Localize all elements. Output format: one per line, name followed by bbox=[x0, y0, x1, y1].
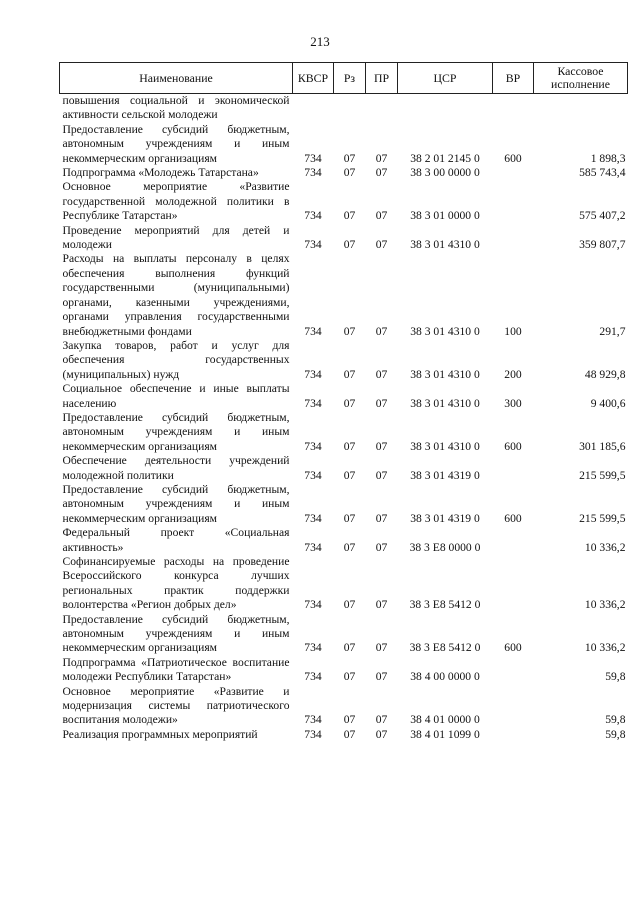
cell-vr bbox=[493, 94, 534, 123]
cell-vr bbox=[493, 180, 534, 223]
cell-name: Закупка товаров, работ и услуг для обеспечения государственных (муниципальных) нужд bbox=[62, 338, 290, 381]
table-row bbox=[60, 339, 628, 382]
cell-pr: 07 bbox=[375, 670, 388, 684]
cell-kvsr: 734 bbox=[304, 540, 322, 554]
cell-name: Предоставление субсидий бюджетным, автономным учреждениям и иным некоммерческим организациям bbox=[62, 122, 290, 165]
cell-name: повышения социальной и экономической активности сельской молодежи bbox=[62, 94, 290, 122]
cell-csr: 38 4 01 0000 0 bbox=[410, 713, 480, 727]
cell-name: Основное мероприятие «Развитие государственной молодежной политики в Республике Татарстан» bbox=[62, 180, 290, 223]
table-row bbox=[60, 728, 628, 742]
cell-csr: 38 3 01 4319 0 bbox=[410, 468, 480, 482]
budget-table-container bbox=[59, 62, 627, 742]
cell-vr bbox=[493, 526, 534, 555]
cell-name: Предоставление субсидий бюджетным, автономным учреждениям и иным некоммерческим организациям bbox=[62, 410, 290, 453]
table-row bbox=[60, 166, 628, 180]
cell-pr: 07 bbox=[375, 468, 388, 482]
cell-sum: 215 599,5 bbox=[579, 511, 626, 525]
cell-kvsr: 734 bbox=[304, 166, 322, 180]
cell-sum: 59,8 bbox=[605, 713, 626, 727]
table-row bbox=[60, 685, 628, 728]
cell-pr: 07 bbox=[375, 540, 388, 554]
cell-vr: 600 bbox=[504, 641, 522, 655]
cell-sum: 291,7 bbox=[599, 324, 626, 338]
cell-sum: 585 743,4 bbox=[579, 166, 626, 180]
cell-pr bbox=[366, 94, 398, 123]
budget-execution-table bbox=[59, 62, 628, 742]
cell-vr: 200 bbox=[504, 367, 522, 381]
cell-csr: 38 3 00 0000 0 bbox=[410, 166, 480, 180]
cell-rz: 07 bbox=[343, 396, 356, 410]
cell-csr: 38 4 00 0000 0 bbox=[410, 670, 480, 684]
table-row bbox=[60, 224, 628, 253]
cell-pr: 07 bbox=[375, 598, 388, 612]
cell-vr bbox=[493, 224, 534, 253]
cell-vr: 600 bbox=[504, 151, 522, 165]
cell-name: Подпрограмма «Патриотическое воспитание молодежи Республики Татарстан» bbox=[62, 655, 290, 684]
cell-name: Расходы на выплаты персоналу в целях обеспечения выполнения функций государственными (муниципальными) органами, казенными учреждениями, органами управления государственными внебюджетными фондами bbox=[62, 252, 290, 338]
header-row bbox=[60, 63, 628, 94]
cell-sum: 59,8 bbox=[605, 727, 626, 741]
cell-kvsr: 734 bbox=[304, 238, 322, 252]
cell-vr: 600 bbox=[504, 439, 522, 453]
cell-kvsr: 734 bbox=[304, 396, 322, 410]
cell-kvsr bbox=[293, 94, 334, 123]
cell-csr: 38 3 E8 5412 0 bbox=[409, 641, 481, 655]
cell-pr: 07 bbox=[375, 367, 388, 381]
cell-sum: 575 407,2 bbox=[579, 209, 626, 223]
table-row bbox=[60, 555, 628, 613]
cell-rz: 07 bbox=[343, 598, 356, 612]
cell-sum: 215 599,5 bbox=[579, 468, 626, 482]
table-row bbox=[60, 454, 628, 483]
cell-vr: 300 bbox=[504, 396, 522, 410]
cell-kvsr: 734 bbox=[304, 598, 322, 612]
cell-name: Федеральный проект «Социальная активность» bbox=[62, 526, 290, 554]
cell-pr: 07 bbox=[375, 209, 388, 223]
cell-rz: 07 bbox=[343, 713, 356, 727]
cell-kvsr: 734 bbox=[304, 439, 322, 453]
cell-vr: 100 bbox=[504, 324, 522, 338]
cell-rz: 07 bbox=[343, 727, 356, 741]
cell-name: Предоставление субсидий бюджетным, автономным учреждениям и иным некоммерческим организациям bbox=[62, 482, 290, 525]
cell-kvsr: 734 bbox=[304, 641, 322, 655]
cell-sum: 359 807,7 bbox=[579, 238, 626, 252]
cell-vr bbox=[493, 555, 534, 613]
header-csr: ЦСР bbox=[398, 63, 493, 94]
cell-csr: 38 3 01 4319 0 bbox=[410, 511, 480, 525]
header-vr: ВР bbox=[493, 63, 534, 94]
cell-rz: 07 bbox=[343, 238, 356, 252]
cell-kvsr: 734 bbox=[304, 727, 322, 741]
cell-sum: 48 929,8 bbox=[584, 367, 626, 381]
cell-rz bbox=[334, 94, 366, 123]
table-row bbox=[60, 382, 628, 411]
cell-csr: 38 3 E8 0000 0 bbox=[409, 540, 481, 554]
cell-name: Обеспечение деятельности учреждений молодежной политики bbox=[62, 454, 290, 482]
cell-kvsr: 734 bbox=[304, 324, 322, 338]
cell-csr: 38 3 01 4310 0 bbox=[410, 324, 480, 338]
cell-pr: 07 bbox=[375, 238, 388, 252]
cell-rz: 07 bbox=[343, 641, 356, 655]
cell-name: Предоставление субсидий бюджетным, автономным учреждениям и иным некоммерческим организациям bbox=[62, 612, 290, 655]
cell-csr: 38 3 01 4310 0 bbox=[410, 439, 480, 453]
cell-rz: 07 bbox=[343, 367, 356, 381]
cell-pr: 07 bbox=[375, 727, 388, 741]
cell-pr: 07 bbox=[375, 641, 388, 655]
cell-rz: 07 bbox=[343, 670, 356, 684]
cell-sum: 1 898,3 bbox=[590, 151, 626, 165]
cell-sum: 10 336,2 bbox=[584, 540, 626, 554]
table-row bbox=[60, 526, 628, 555]
cell-sum: 59,8 bbox=[605, 670, 626, 684]
cell-csr: 38 3 01 4310 0 bbox=[410, 367, 480, 381]
header-pr: ПР bbox=[366, 63, 398, 94]
cell-rz: 07 bbox=[343, 209, 356, 223]
cell-name: Реализация программных мероприятий bbox=[62, 727, 258, 741]
cell-name: Софинансируемые расходы на проведение Всероссийского конкурса лучших региональных практик поддержки волонтерства «Регион добрых дел» bbox=[62, 555, 290, 612]
cell-rz: 07 bbox=[343, 540, 356, 554]
cell-kvsr: 734 bbox=[304, 151, 322, 165]
cell-name: Основное мероприятие «Развитие и модернизация системы патриотического воспитания молодежи» bbox=[62, 684, 290, 727]
table-row bbox=[60, 411, 628, 454]
cell-csr bbox=[398, 94, 493, 123]
cell-sum: 301 185,6 bbox=[579, 439, 626, 453]
cell-vr bbox=[493, 685, 534, 728]
header-rz: Рз bbox=[334, 63, 366, 94]
table-row bbox=[60, 94, 628, 123]
cell-name: Социальное обеспечение и иные выплаты населению bbox=[62, 382, 290, 410]
cell-rz: 07 bbox=[343, 439, 356, 453]
cell-name: Подпрограмма «Молодежь Татарстана» bbox=[62, 166, 259, 180]
cell-sum: 10 336,2 bbox=[584, 598, 626, 612]
cell-rz: 07 bbox=[343, 511, 356, 525]
cell-csr: 38 3 E8 5412 0 bbox=[409, 598, 481, 612]
cell-name: Проведение мероприятий для детей и молодежи bbox=[62, 223, 290, 252]
cell-sum: 9 400,6 bbox=[590, 396, 626, 410]
cell-csr: 38 3 01 4310 0 bbox=[410, 238, 480, 252]
cell-pr: 07 bbox=[375, 324, 388, 338]
cell-csr: 38 3 01 4310 0 bbox=[410, 396, 480, 410]
page-number: 213 bbox=[310, 34, 330, 49]
table-row bbox=[60, 483, 628, 526]
header-sum: Кассовое исполнение bbox=[534, 63, 628, 94]
cell-kvsr: 734 bbox=[304, 511, 322, 525]
cell-kvsr: 734 bbox=[304, 670, 322, 684]
cell-pr: 07 bbox=[375, 151, 388, 165]
cell-vr bbox=[493, 454, 534, 483]
cell-vr bbox=[493, 166, 534, 180]
cell-kvsr: 734 bbox=[304, 468, 322, 482]
cell-sum bbox=[534, 94, 628, 123]
header-kvsr: КВСР bbox=[293, 63, 334, 94]
cell-csr: 38 3 01 0000 0 bbox=[410, 209, 480, 223]
cell-sum: 10 336,2 bbox=[584, 641, 626, 655]
cell-vr bbox=[493, 728, 534, 742]
table-header bbox=[60, 63, 628, 94]
cell-rz: 07 bbox=[343, 166, 356, 180]
cell-kvsr: 734 bbox=[304, 209, 322, 223]
cell-pr: 07 bbox=[375, 439, 388, 453]
cell-vr bbox=[493, 656, 534, 685]
cell-rz: 07 bbox=[343, 468, 356, 482]
header-name: Наименование bbox=[60, 63, 293, 94]
cell-pr: 07 bbox=[375, 511, 388, 525]
cell-rz: 07 bbox=[343, 151, 356, 165]
table-row bbox=[60, 656, 628, 685]
cell-kvsr: 734 bbox=[304, 713, 322, 727]
cell-csr: 38 2 01 2145 0 bbox=[410, 151, 480, 165]
cell-vr: 600 bbox=[504, 511, 522, 525]
cell-pr: 07 bbox=[375, 166, 388, 180]
table-row bbox=[60, 180, 628, 223]
cell-rz: 07 bbox=[343, 324, 356, 338]
cell-csr: 38 4 01 1099 0 bbox=[410, 727, 480, 741]
table-row bbox=[60, 252, 628, 338]
cell-kvsr: 734 bbox=[304, 367, 322, 381]
table-row bbox=[60, 613, 628, 656]
cell-pr: 07 bbox=[375, 713, 388, 727]
table-row bbox=[60, 123, 628, 166]
cell-pr: 07 bbox=[375, 396, 388, 410]
table-body bbox=[60, 94, 628, 743]
